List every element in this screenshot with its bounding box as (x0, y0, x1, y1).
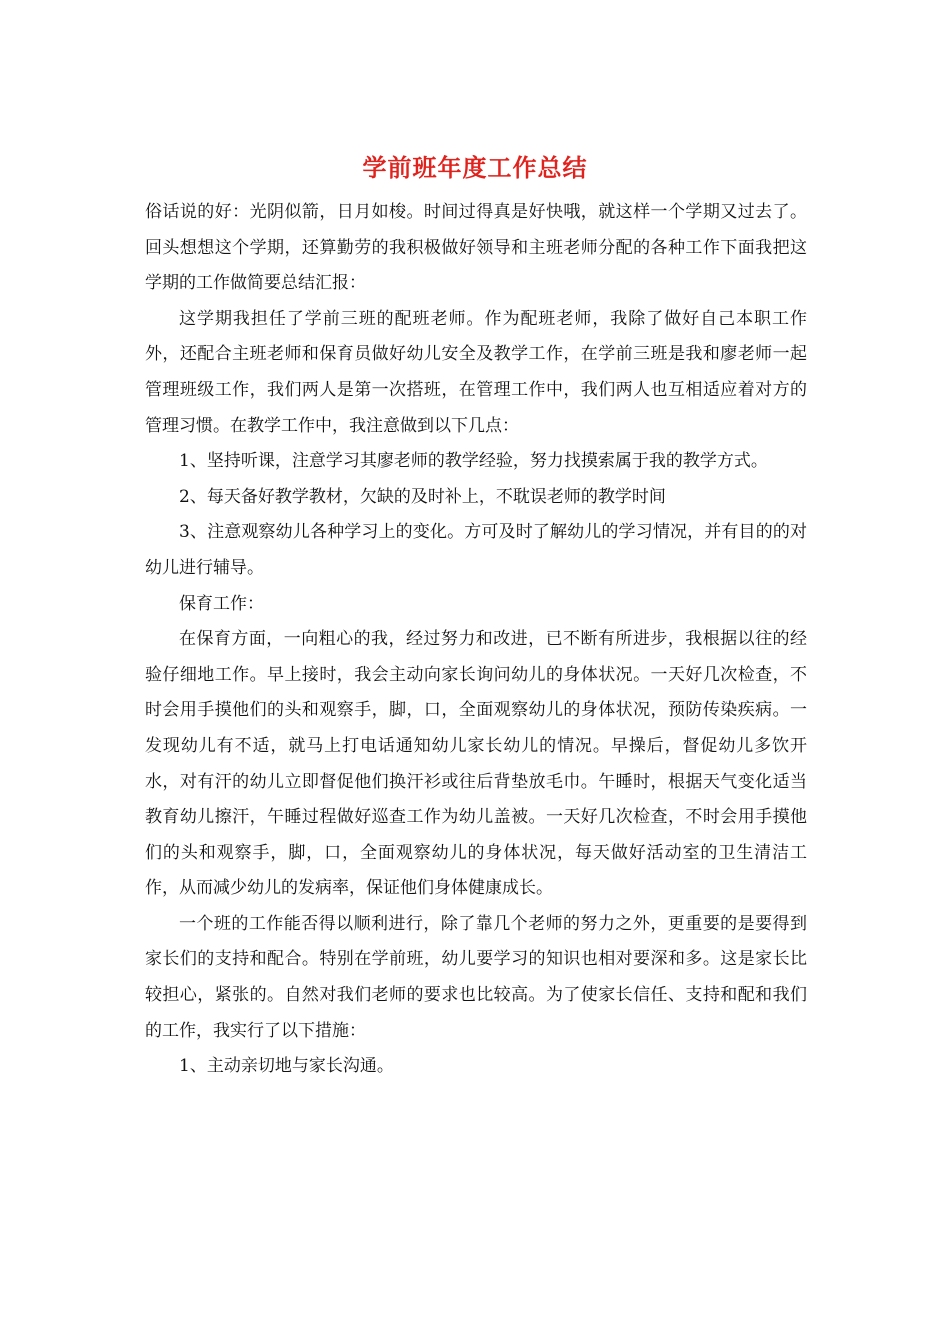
paragraph-measure-1: 1、主动亲切地与家长沟通。 (179, 1056, 394, 1077)
paragraph-point-3: 3、注意观察幼儿各种学习上的变化。方可及时了解幼儿的学习情况，并有目的的对幼儿进行辅导。 (145, 522, 807, 578)
paragraph-role: 这学期我担任了学前三班的配班老师。作为配班老师，我除了做好自己本职工作外，还配合主班老师和保育员做好幼儿安全及教学工作，在学前三班是我和廖老师一起管理班级工作，我们两人是第一次搭班，在管理工作中，我们两人也互相适应着对方的管理习惯。在教学工作中，我注意做到以下几点： (145, 308, 807, 436)
paragraph-care: 在保育方面，一向粗心的我，经过努力和改进，已不断有所进步，我根据以往的经验仔细地工作。早上接时，我会主动向家长询问幼儿的身体状况。一天好几次检查，不时会用手摸他们的头和观察手，脚，口，全面观察幼儿的身体状况，预防传染疾病。一发现幼儿有不适，就马上打电话通知幼儿家长幼儿的情况。早操后，督促幼儿多饮开水，对有汗的幼儿立即督促他们换汗衫或往后背垫放毛巾。午睡时，根据天气变化适当教育幼儿擦汗，午睡过程做好巡查工作为幼儿盖被。一天好几次检查，不时会用手摸他们的头和观察手，脚，口，全面观察幼儿的身体状况，每天做好活动室的卫生清洁工作，从而减少幼儿的发病率，保证他们身体健康成长。 (145, 629, 807, 899)
paragraph-parents: 一个班的工作能否得以顺利进行，除了靠几个老师的努力之外，更重要的是要得到家长们的支持和配合。特别在学前班，幼儿要学习的知识也相对要深和多。这是家长比较担心，紧张的。自然对我们老师的要求也比较高。为了使家长信任、支持和配和我们的工作，我实行了以下措施： (145, 913, 807, 1041)
paragraph-intro: 俗话说的好：光阴似箭，日月如梭。时间过得真是好快哦，就这样一个学期又过去了。回头想想这个学期，还算勤劳的我积极做好领导和主班老师分配的各种工作下面我把这学期的工作做简要总结汇报： (145, 202, 807, 294)
document-title: 学前班年度工作总结 (362, 153, 588, 182)
section-heading-care: 保育工作： (179, 593, 264, 614)
paragraph-point-2: 2、每天备好教学教材，欠缺的及时补上，不耽误老师的教学时间 (179, 486, 666, 507)
paragraph-point-1: 1、坚持听课，注意学习其廖老师的教学经验，努力找摸索属于我的教学方式。 (179, 451, 768, 472)
document-body (145, 195, 807, 1085)
